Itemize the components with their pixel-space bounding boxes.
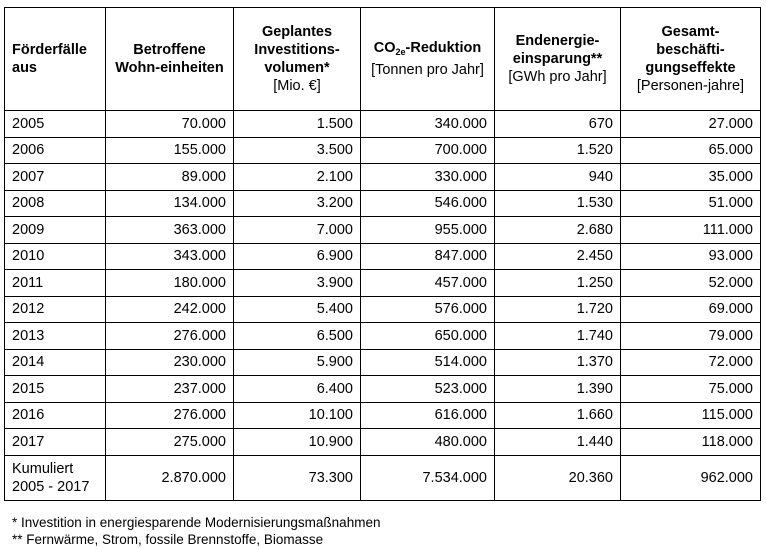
year-cell: 2011 (5, 270, 106, 297)
header-row (5, 8, 761, 111)
total-label-line2: 2005 - 2017 (12, 478, 90, 495)
header-unit: [Tonnen pro Jahr] (371, 62, 484, 78)
value-cell: 180.000 (106, 270, 234, 297)
value-cell: 457.000 (361, 270, 495, 297)
header-title: Geplantes Investitions-volumen* (254, 24, 340, 76)
value-cell: 1.390 (495, 376, 621, 403)
total-row (5, 455, 761, 500)
value-cell: 6.500 (234, 323, 361, 350)
table-row (5, 402, 761, 429)
header-title: Endenergie-einsparung** (512, 33, 603, 67)
value-cell: 616.000 (361, 402, 495, 429)
year-cell: 2006 (5, 137, 106, 164)
table-row (5, 137, 761, 164)
value-cell: 51.000 (621, 190, 761, 217)
footnote: * Investition in energiesparende Modernisierungsmaßnahmen (12, 515, 381, 530)
header-wohneinheiten (106, 8, 234, 111)
total-label (5, 455, 106, 500)
value-cell: 242.000 (106, 296, 234, 323)
value-cell: 7.000 (234, 217, 361, 244)
value-cell: 2.450 (495, 243, 621, 270)
value-cell: 3.500 (234, 137, 361, 164)
value-cell: 35.000 (621, 164, 761, 191)
header-investitionsvolumen (234, 8, 361, 111)
value-cell: 1.530 (495, 190, 621, 217)
header-title-sub: 2e (395, 47, 406, 57)
value-cell: 69.000 (621, 296, 761, 323)
value-cell: 1.520 (495, 137, 621, 164)
value-cell: 79.000 (621, 323, 761, 350)
total-cell: 962.000 (621, 455, 761, 500)
year-cell: 2005 (5, 111, 106, 138)
value-cell: 27.000 (621, 111, 761, 138)
header-title: Betroffene Wohn-einheiten (115, 42, 224, 76)
header-title: Gesamt-beschäfti-gungseffekte (645, 24, 736, 76)
results-table-container (4, 7, 760, 501)
value-cell: 275.000 (106, 429, 234, 456)
table-row (5, 111, 761, 138)
value-cell: 5.400 (234, 296, 361, 323)
value-cell: 330.000 (361, 164, 495, 191)
value-cell: 93.000 (621, 243, 761, 270)
value-cell: 1.740 (495, 323, 621, 350)
value-cell: 115.000 (621, 402, 761, 429)
table-row (5, 217, 761, 244)
results-table (4, 7, 761, 501)
header-unit: [GWh pro Jahr] (508, 69, 607, 85)
year-cell: 2012 (5, 296, 106, 323)
header-title-rest: -Reduktion (405, 40, 482, 56)
table-row (5, 429, 761, 456)
header-unit: [Personen-jahre] (636, 78, 745, 94)
value-cell: 230.000 (106, 349, 234, 376)
total-cell: 2.870.000 (106, 455, 234, 500)
value-cell: 276.000 (106, 323, 234, 350)
value-cell: 2.100 (234, 164, 361, 191)
table-row (5, 323, 761, 350)
table-row (5, 190, 761, 217)
value-cell: 5.900 (234, 349, 361, 376)
value-cell: 576.000 (361, 296, 495, 323)
total-cell: 73.300 (234, 455, 361, 500)
value-cell: 6.400 (234, 376, 361, 403)
total-cell: 7.534.000 (361, 455, 495, 500)
year-cell: 2013 (5, 323, 106, 350)
value-cell: 237.000 (106, 376, 234, 403)
table-row (5, 270, 761, 297)
total-label-line1: Kumuliert (12, 460, 74, 477)
value-cell: 70.000 (106, 111, 234, 138)
value-cell: 1.660 (495, 402, 621, 429)
value-cell: 1.250 (495, 270, 621, 297)
table-row (5, 296, 761, 323)
header-title-main: CO (373, 40, 396, 56)
value-cell: 340.000 (361, 111, 495, 138)
value-cell: 650.000 (361, 323, 495, 350)
header-endenergieeinsparung (495, 8, 621, 111)
value-cell: 847.000 (361, 243, 495, 270)
header-beschaeftigungseffekte (621, 8, 761, 111)
year-cell: 2009 (5, 217, 106, 244)
value-cell: 3.900 (234, 270, 361, 297)
value-cell: 65.000 (621, 137, 761, 164)
value-cell: 155.000 (106, 137, 234, 164)
table-row (5, 243, 761, 270)
value-cell: 363.000 (106, 217, 234, 244)
header-foerderfaelle (5, 8, 106, 111)
value-cell: 72.000 (621, 349, 761, 376)
table-row (5, 376, 761, 403)
table-row (5, 164, 761, 191)
table-row (5, 349, 761, 376)
header-unit: [Mio. €] (273, 78, 321, 94)
value-cell: 546.000 (361, 190, 495, 217)
value-cell: 480.000 (361, 429, 495, 456)
value-cell: 10.900 (234, 429, 361, 456)
year-cell: 2008 (5, 190, 106, 217)
total-cell: 20.360 (495, 455, 621, 500)
footnotes (12, 514, 380, 548)
value-cell: 1.440 (495, 429, 621, 456)
value-cell: 940 (495, 164, 621, 191)
footnote: ** Fernwärme, Strom, fossile Brennstoffe, Biomasse (12, 532, 324, 547)
value-cell: 343.000 (106, 243, 234, 270)
value-cell: 955.000 (361, 217, 495, 244)
value-cell: 6.900 (234, 243, 361, 270)
value-cell: 523.000 (361, 376, 495, 403)
year-cell: 2007 (5, 164, 106, 191)
value-cell: 111.000 (621, 217, 761, 244)
header-co2-reduktion (361, 8, 495, 111)
value-cell: 276.000 (106, 402, 234, 429)
value-cell: 3.200 (234, 190, 361, 217)
value-cell: 1.720 (495, 296, 621, 323)
value-cell: 89.000 (106, 164, 234, 191)
value-cell: 134.000 (106, 190, 234, 217)
value-cell: 118.000 (621, 429, 761, 456)
value-cell: 1.370 (495, 349, 621, 376)
year-cell: 2010 (5, 243, 106, 270)
value-cell: 2.680 (495, 217, 621, 244)
value-cell: 670 (495, 111, 621, 138)
value-cell: 514.000 (361, 349, 495, 376)
value-cell: 75.000 (621, 376, 761, 403)
year-cell: 2016 (5, 402, 106, 429)
value-cell: 1.500 (234, 111, 361, 138)
header-title: Förderfälle aus (12, 42, 87, 76)
table-body (5, 111, 761, 501)
value-cell: 700.000 (361, 137, 495, 164)
value-cell: 52.000 (621, 270, 761, 297)
year-cell: 2014 (5, 349, 106, 376)
value-cell: 10.100 (234, 402, 361, 429)
year-cell: 2017 (5, 429, 106, 456)
year-cell: 2015 (5, 376, 106, 403)
